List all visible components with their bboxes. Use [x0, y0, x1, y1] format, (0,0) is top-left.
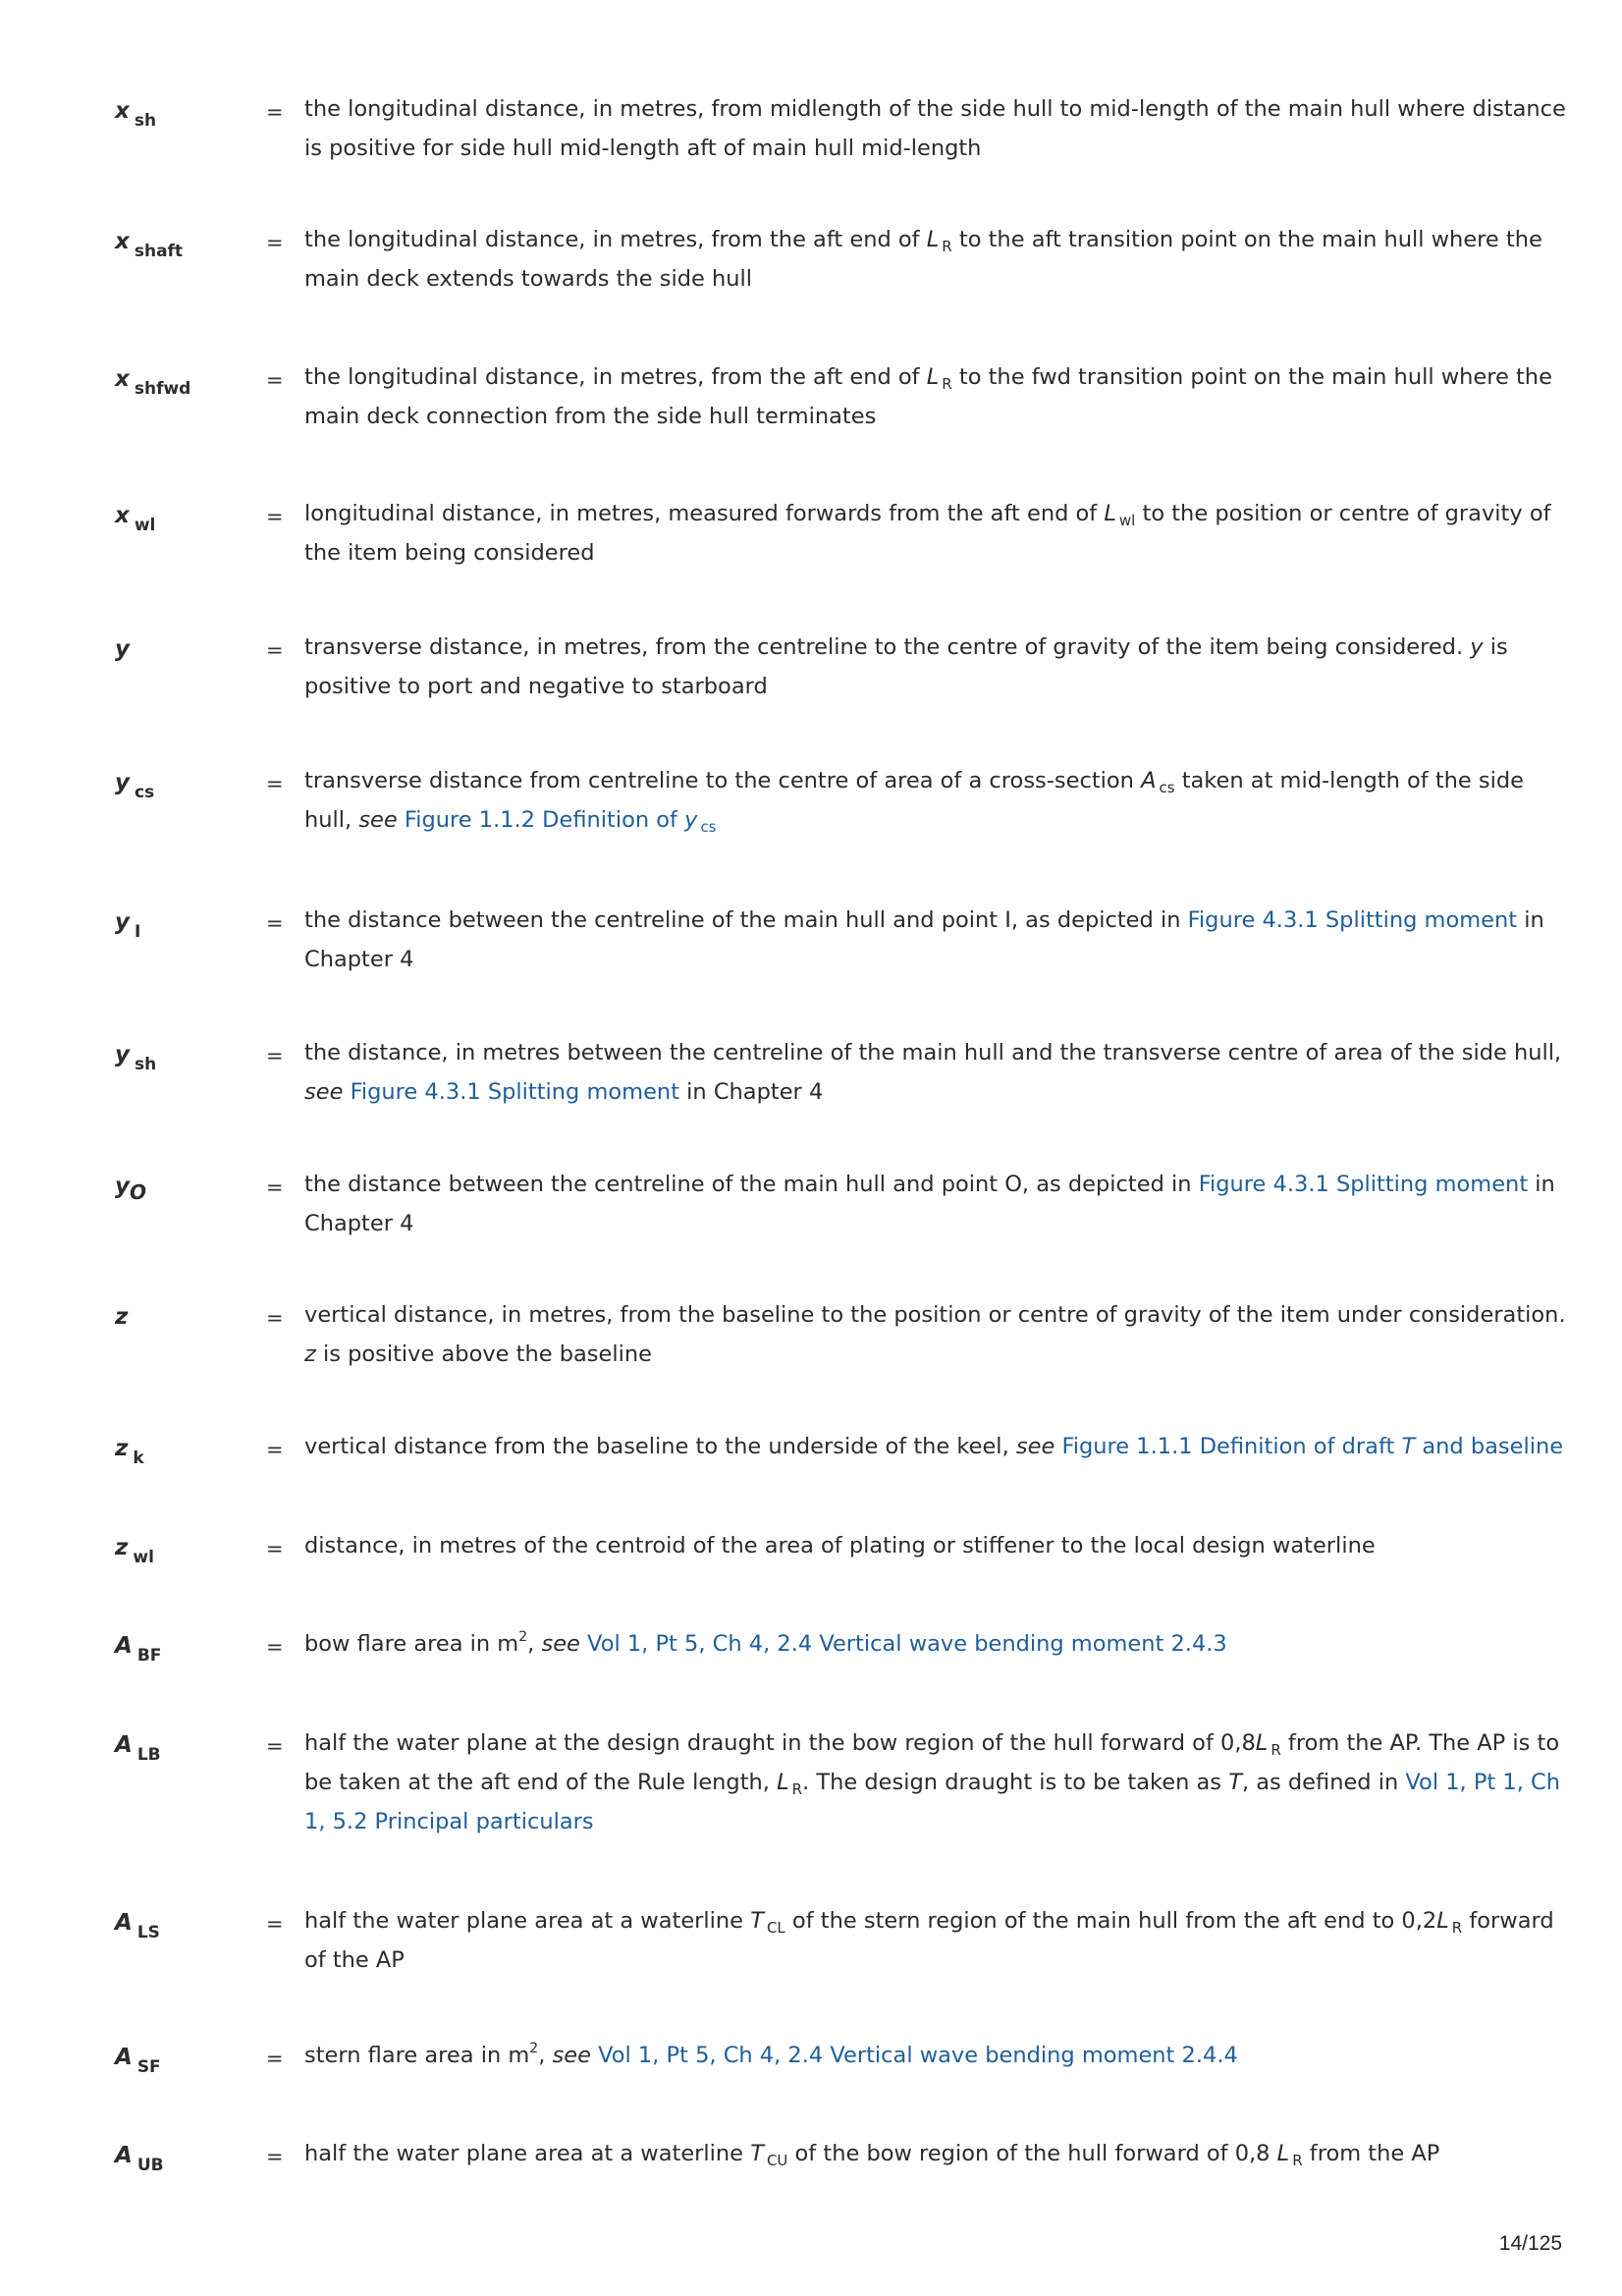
symbol-letter: x [115, 229, 130, 254]
equals-sign: = [266, 1912, 284, 1936]
text-run: Figure 4.3.1 Splitting moment [1187, 907, 1518, 933]
equals-sign: = [266, 1438, 284, 1461]
definition-symbol [115, 2045, 161, 2077]
symbol-subscript: sh [135, 1055, 157, 1074]
superscript-text: 2 [529, 2041, 539, 2056]
symbol-letter: y [115, 636, 130, 662]
italic-text: T [750, 2141, 764, 2166]
subscript-text: R [942, 375, 952, 393]
text-run: from the AP [1302, 2141, 1440, 2166]
italic-text: L [926, 364, 940, 390]
symbol-subscript: O [130, 1180, 147, 1204]
equals-sign: = [266, 2047, 284, 2070]
definition-text [304, 1723, 1567, 1841]
definition-symbol [115, 1633, 162, 1666]
equals-sign: = [266, 638, 284, 662]
superscript-text: 2 [518, 1629, 528, 1645]
text-run: in Chapter 4 [304, 907, 1544, 972]
subscript-text: R [1292, 2152, 1303, 2169]
definition-symbol [115, 1304, 128, 1330]
subscript-text: R [791, 1780, 803, 1798]
text-run: the longitudinal distance, in metres, from midlength of the side hull to mid-length of the main hull where distance is positive for side hull mid-length aft of main hull mid-length [304, 96, 1566, 161]
definition-text [304, 1624, 1567, 1664]
text-run: Figure 1.1.1 Definition of draft [1061, 1434, 1402, 1459]
definition-text [304, 220, 1567, 299]
italic-text: T [1401, 1434, 1416, 1459]
text-run: of the bow region of the hull forward of 0,8 [787, 2141, 1277, 2166]
definition-symbol [115, 366, 191, 399]
italic-text: y [1470, 634, 1484, 660]
text-run: to the position or centre of gravity of the item being considered [304, 501, 1551, 566]
symbol-letter: z [115, 1304, 129, 1330]
text-run: is positive above the baseline [315, 1341, 652, 1367]
symbol-subscript: UB [136, 2156, 164, 2175]
definition-text [304, 761, 1567, 840]
text-run: Vol 1, Pt 5, Ch 4, 2.4 Vertical wave bending moment 2.4.4 [598, 2043, 1238, 2068]
symbol-subscript: sh [134, 111, 157, 131]
text-run: Vol 1, Pt 1, Ch 1, 5.2 Principal particulars [304, 1770, 1560, 1834]
text-run: of the stern region of the main hull from the aft end to 0,2 [784, 1908, 1437, 1934]
italic-text: A [1141, 768, 1157, 793]
subscript-text: R [1271, 1741, 1281, 1759]
symbol-subscript: cs [135, 783, 155, 802]
definition-symbol [115, 98, 157, 131]
symbol-letter: z [115, 1535, 129, 1560]
text-run: the distance between the centreline of the main hull and point I, as depicted in [304, 907, 1188, 933]
subscript-text: CL [766, 1919, 785, 1937]
cross-reference-link[interactable] [587, 1631, 1227, 1657]
italic-text: L [926, 227, 940, 252]
definition-symbol [115, 636, 130, 662]
text-run: to the aft transition point on the main hull where the main deck extends towards the side hull [304, 227, 1542, 292]
definition-symbol [115, 1535, 154, 1567]
symbol-subscript: SF [136, 2057, 161, 2077]
symbol-letter: A [115, 1633, 133, 1659]
definition-text [304, 1901, 1567, 1980]
text-run: half the water plane at the design draught in the bow region of the hull forward of 0,8 [304, 1730, 1256, 1756]
text-run: transverse distance, in metres, from the centreline to the centre of gravity of the item being considered. [304, 634, 1471, 660]
italic-text: y [684, 807, 698, 833]
equals-sign: = [266, 1537, 284, 1560]
text-run: the distance, in metres between the centreline of the main hull and the transverse centre of area of the side hull, [304, 1040, 1562, 1066]
text-run: vertical distance, in metres, from the baseline to the position or centre of gravity of the item under consideration. [304, 1302, 1566, 1328]
text-run: in Chapter 4 [679, 1079, 824, 1105]
cross-reference-link[interactable] [1199, 1172, 1528, 1197]
subscript-text: R [942, 238, 952, 255]
subscript-text: R [1451, 1919, 1463, 1937]
symbol-letter: y [115, 1174, 130, 1199]
symbol-subscript: wl [134, 516, 156, 535]
symbol-letter: A [115, 1910, 133, 1936]
page-number: 14/125 [1498, 2232, 1562, 2255]
symbol-letter: x [115, 366, 130, 392]
text-run: is positive to port and negative to starboard [304, 634, 1508, 699]
symbol-letter: A [115, 2143, 133, 2168]
equals-sign: = [266, 772, 284, 795]
italic-text: see [541, 1631, 580, 1657]
definition-text [304, 628, 1567, 706]
italic-text: L [777, 1770, 789, 1795]
definition-symbol [115, 1732, 161, 1765]
definition-text [304, 357, 1567, 436]
symbol-subscript: k [133, 1449, 144, 1468]
definition-text [304, 494, 1567, 573]
definition-symbol [115, 770, 155, 802]
italic-text: see [358, 807, 398, 833]
text-run [398, 807, 405, 833]
text-run: longitudinal distance, in metres, measured forwards from the aft end of [304, 501, 1105, 526]
text-run: from the AP. The AP is to be taken at the aft end of the Rule length, [304, 1730, 1560, 1795]
symbol-subscript: wl [133, 1548, 154, 1567]
subscript-text: wl [1118, 512, 1136, 529]
text-run: Figure 4.3.1 Splitting moment [350, 1079, 680, 1105]
text-run: Figure 1.1.2 Definition of [404, 807, 685, 833]
italic-text: T [750, 1908, 764, 1934]
equals-sign: = [266, 100, 284, 124]
text-run: half the water plane area at a waterline [304, 1908, 751, 1934]
definition-symbol [115, 229, 184, 261]
italic-text: L [1255, 1730, 1269, 1756]
text-run: taken at mid-length of the side hull, [304, 768, 1525, 833]
italic-text: see [1015, 1434, 1055, 1459]
text-run: the longitudinal distance, in metres, from the aft end of [304, 227, 927, 252]
definition-text [304, 901, 1567, 979]
italic-text: see [552, 2043, 591, 2068]
equals-sign: = [266, 1635, 284, 1659]
symbol-letter: y [115, 1042, 130, 1067]
text-run: Figure 4.3.1 Splitting moment [1198, 1172, 1529, 1197]
symbol-subscript: LS [136, 1923, 160, 1942]
equals-sign: = [266, 1044, 284, 1067]
equals-sign: = [266, 505, 284, 528]
definition-symbol [115, 1174, 147, 1204]
definition-symbol [115, 2143, 164, 2175]
symbol-subscript: BF [136, 1646, 162, 1666]
text-run: Vol 1, Pt 5, Ch 4, 2.4 Vertical wave bending moment 2.4.3 [587, 1631, 1227, 1657]
symbol-letter: z [115, 1436, 129, 1461]
definition-text [304, 1526, 1567, 1565]
definition-text [304, 89, 1567, 168]
symbol-subscript: shaft [134, 242, 184, 261]
definition-symbol [115, 1436, 144, 1468]
italic-text: T [1228, 1770, 1242, 1795]
subscript-text: cs [700, 818, 717, 836]
text-run [580, 1631, 587, 1657]
text-run: the longitudinal distance, in metres, from the aft end of [304, 364, 927, 390]
symbol-subscript: LB [136, 1745, 161, 1765]
symbol-letter: y [115, 909, 130, 935]
symbol-subscript: I [135, 922, 141, 942]
definition-text [304, 2036, 1567, 2075]
italic-text: L [1104, 501, 1116, 526]
text-run: , as defined in [1241, 1770, 1406, 1795]
symbol-letter: A [115, 2045, 133, 2070]
symbol-letter: A [115, 1732, 133, 1758]
text-run: , [538, 2043, 553, 2068]
text-run: , [527, 1631, 542, 1657]
symbol-subscript: shfwd [134, 379, 191, 399]
cross-reference-link[interactable] [1188, 907, 1517, 933]
equals-sign: = [266, 2145, 284, 2168]
equals-sign: = [266, 911, 284, 935]
italic-text: L [1436, 1908, 1449, 1934]
text-run: half the water plane area at a waterline [304, 2141, 751, 2166]
text-run [343, 1079, 350, 1105]
cross-reference-link[interactable] [598, 2043, 1238, 2068]
text-run: bow flare area in m [304, 1631, 519, 1657]
text-run: stern flare area in m [304, 2043, 530, 2068]
definition-symbol [115, 909, 141, 942]
definition-symbol [115, 1910, 160, 1942]
subscript-text: CU [766, 2152, 788, 2169]
definition-text [304, 2134, 1567, 2173]
equals-sign: = [266, 1306, 284, 1330]
italic-text: z [304, 1341, 316, 1367]
equals-sign: = [266, 231, 284, 254]
italic-text: see [304, 1079, 344, 1105]
text-run: forward of the AP [304, 1908, 1554, 1973]
cross-reference-link[interactable] [404, 807, 717, 836]
equals-sign: = [266, 368, 284, 392]
definition-text [304, 1033, 1567, 1112]
text-run: transverse distance from centreline to the centre of area of a cross-section [304, 768, 1142, 793]
definition-symbol [115, 503, 156, 535]
text-run: . The design draught is to be taken as [802, 1770, 1229, 1795]
text-run: and baseline [1415, 1434, 1564, 1459]
equals-sign: = [266, 1175, 284, 1199]
cross-reference-link[interactable] [1061, 1434, 1563, 1459]
symbol-letter: y [115, 770, 130, 795]
text-run: in Chapter 4 [304, 1172, 1555, 1236]
text-run: to the fwd transition point on the main hull where the main deck connection from the side hull terminates [304, 364, 1552, 429]
text-run: the distance between the centreline of the main hull and point O, as depicted in [304, 1172, 1199, 1197]
subscript-text: cs [1159, 779, 1175, 796]
definition-text [304, 1427, 1567, 1466]
definition-text [304, 1165, 1567, 1243]
definition-symbol [115, 1042, 157, 1074]
definition-text [304, 1295, 1567, 1374]
cross-reference-link[interactable] [351, 1079, 679, 1105]
equals-sign: = [266, 1734, 284, 1758]
symbol-letter: x [115, 98, 130, 124]
text-run: vertical distance from the baseline to the underside of the keel, [304, 1434, 1016, 1459]
text-run: distance, in metres of the centroid of the area of plating or stiffener to the local design waterline [304, 1533, 1376, 1558]
symbol-letter: x [115, 503, 130, 528]
italic-text: L [1276, 2141, 1290, 2166]
